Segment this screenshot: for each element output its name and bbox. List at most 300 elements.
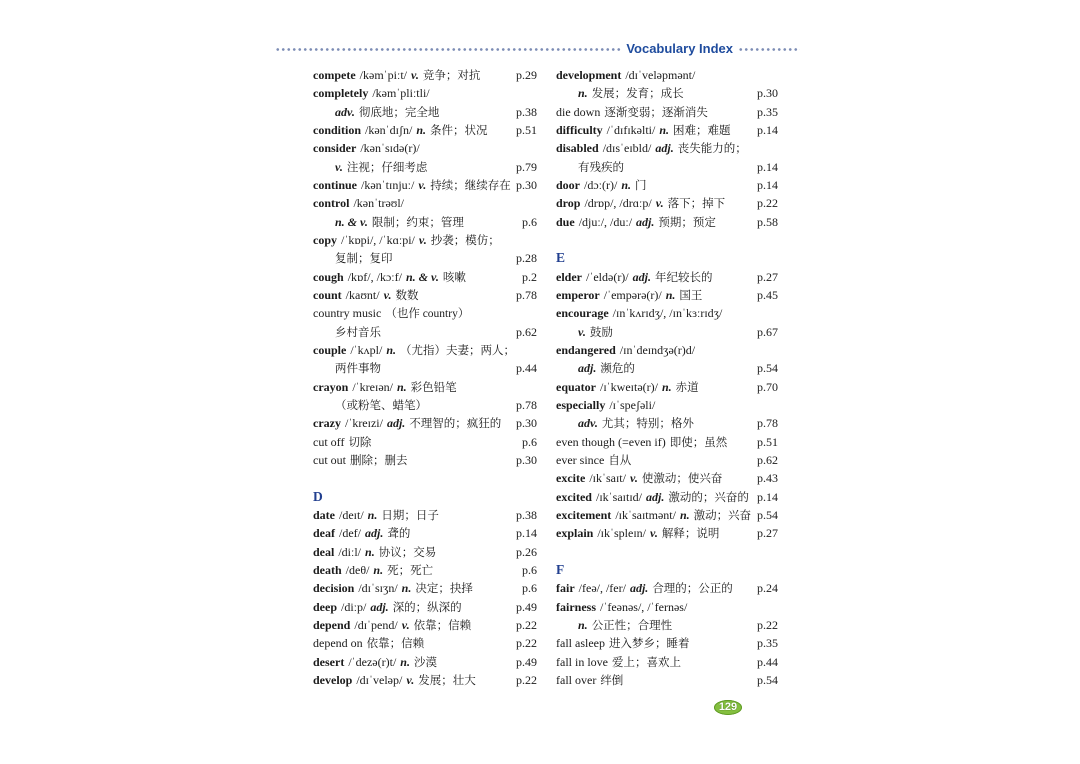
definition: 数数 xyxy=(395,289,419,302)
definition: 发展；壮大 xyxy=(418,674,476,687)
page-reference: p.62 xyxy=(516,324,537,339)
entry-continuation xyxy=(556,414,778,432)
part-of-speech: n. xyxy=(401,581,412,596)
phonetic: /diːl/ xyxy=(338,544,362,559)
definition: 丧失能力的； xyxy=(677,143,747,156)
entry-text xyxy=(313,158,512,177)
entry-continuation xyxy=(556,323,778,341)
entry-text xyxy=(313,543,512,562)
entry-text xyxy=(313,433,518,452)
entry-text xyxy=(313,194,537,212)
page-reference: p.6 xyxy=(522,214,537,229)
headword: fairness xyxy=(556,599,596,614)
entry-text xyxy=(313,84,537,102)
phonetic: /djuː/, /duː/ xyxy=(578,214,633,229)
word-entry xyxy=(313,139,537,157)
phonetic: /ˈfeənəs/, /ˈfernəs/ xyxy=(600,599,688,614)
page-reference: p.54 xyxy=(757,507,778,522)
phonetic: /dɪˈsɪʒn/ xyxy=(358,581,398,596)
entry-text xyxy=(556,286,753,305)
entry-text xyxy=(556,616,753,635)
page-reference: p.22 xyxy=(516,672,537,687)
page-header xyxy=(275,42,800,56)
definition: 尤其；特别；格外 xyxy=(601,418,694,431)
headword: death xyxy=(313,562,342,577)
definition: 注视；仔细考虑 xyxy=(346,161,428,174)
word-entry xyxy=(313,231,537,249)
definition: 困难；难题 xyxy=(673,124,731,137)
headword: emperor xyxy=(556,287,600,302)
phrase-entry xyxy=(556,103,778,121)
page-reference: p.6 xyxy=(522,434,537,449)
phrase: fall over xyxy=(556,672,597,687)
definition: 濒危的 xyxy=(600,363,635,376)
definition: 彻底地；完全地 xyxy=(358,106,440,119)
part-of-speech: v. xyxy=(418,177,427,192)
entry-text xyxy=(556,488,753,507)
part-of-speech: v. xyxy=(578,324,586,339)
page-reference: p.30 xyxy=(516,452,537,467)
word-entry xyxy=(556,598,778,616)
definition: 激动的；兴奋的 xyxy=(668,491,749,504)
entry-text xyxy=(556,194,753,213)
phrase-entry xyxy=(556,433,778,451)
headword: excitement xyxy=(556,507,612,522)
phonetic: /kəmˈpliːtli/ xyxy=(372,86,430,101)
entry-continuation xyxy=(556,158,778,176)
phonetic: /ˈdezə(r)t/ xyxy=(348,654,397,669)
page-reference: p.14 xyxy=(757,159,778,174)
word-entry xyxy=(313,176,537,194)
definition: 不理智的；疯狂的 xyxy=(409,418,502,431)
word-entry xyxy=(313,653,537,671)
entry-text xyxy=(313,579,518,598)
page-reference: p.51 xyxy=(757,434,778,449)
phrase-entry xyxy=(556,671,778,689)
word-entry xyxy=(556,396,778,414)
phonetic: /diːp/ xyxy=(341,599,367,614)
definition: 决定；抉择 xyxy=(415,583,473,596)
phrase: ever since xyxy=(556,452,605,467)
part-of-speech: n. xyxy=(416,122,427,137)
page-reference: p.79 xyxy=(516,159,537,174)
page-reference: p.49 xyxy=(516,654,537,669)
part-of-speech: v. xyxy=(418,232,427,247)
entry-text xyxy=(556,139,778,158)
page-reference: p.22 xyxy=(516,617,537,632)
page-number-badge: 129 xyxy=(714,700,742,715)
phonetic: /ˈeldə(r)/ xyxy=(586,269,629,284)
entry-text xyxy=(313,176,512,195)
page-reference: p.27 xyxy=(757,269,778,284)
definition: 深的；纵深的 xyxy=(392,601,462,614)
definition: 进入梦乡；睡着 xyxy=(608,638,690,651)
headword: depend xyxy=(313,617,351,632)
entry-text xyxy=(313,598,512,617)
entry-text xyxy=(313,121,512,140)
entry-text xyxy=(556,158,753,177)
page-reference: p.58 xyxy=(757,214,778,229)
part-of-speech: adv. xyxy=(578,416,598,431)
headword: encourage xyxy=(556,306,609,321)
headword: disabled xyxy=(556,141,599,156)
headword: endangered xyxy=(556,342,616,357)
phonetic: /ˈkreɪən/ xyxy=(352,379,393,394)
phonetic: /dɪsˈeɪbld/ xyxy=(602,141,652,156)
page-reference: p.44 xyxy=(516,361,537,376)
page-reference: p.22 xyxy=(757,196,778,211)
entry-text xyxy=(556,121,753,140)
page-reference: p.30 xyxy=(516,416,537,431)
entry-text xyxy=(556,268,753,287)
section-letter: D xyxy=(313,488,323,504)
word-entry xyxy=(313,194,537,212)
word-entry xyxy=(556,194,778,212)
entry-text xyxy=(556,451,753,470)
definition: 解释；说明 xyxy=(661,528,720,541)
headword: due xyxy=(556,214,575,229)
headword: deaf xyxy=(313,526,335,541)
phonetic: /dɪˈveləp/ xyxy=(356,672,403,687)
page-reference: p.30 xyxy=(516,177,537,192)
definition: 抄袭；模仿； xyxy=(430,234,500,247)
entry-continuation xyxy=(556,616,778,634)
page-reference: p.27 xyxy=(757,526,778,541)
page-reference: p.38 xyxy=(516,507,537,522)
headword: excite xyxy=(556,471,586,486)
word-entry xyxy=(556,66,778,84)
page-reference: p.6 xyxy=(522,562,537,577)
phonetic: /kɒf/, /kɔːf/ xyxy=(347,269,402,284)
page-reference: p.28 xyxy=(516,251,537,266)
word-entry xyxy=(556,488,778,506)
word-entry xyxy=(556,378,778,396)
page-reference: p.54 xyxy=(757,672,778,687)
entry-text xyxy=(313,323,512,342)
headword: decision xyxy=(313,581,355,596)
headword: development xyxy=(556,68,622,82)
phonetic: /kaʊnt/ xyxy=(345,287,380,302)
entry-text xyxy=(556,213,753,232)
entry-text xyxy=(313,378,537,397)
part-of-speech: v. xyxy=(401,617,410,632)
word-entry xyxy=(556,524,778,542)
headword: control xyxy=(313,196,350,211)
phonetic: /ˈkʌpl/ xyxy=(350,342,383,357)
definition: （尤指）夫妻；两人； xyxy=(400,344,516,357)
entry-text xyxy=(556,84,753,103)
section-title: Vocabulary Index xyxy=(626,41,733,56)
entry-text xyxy=(556,378,753,397)
part-of-speech: adj. xyxy=(365,526,384,541)
page-reference: p.14 xyxy=(757,177,778,192)
phrase-entry xyxy=(313,433,537,451)
entry-text xyxy=(556,414,753,433)
word-entry xyxy=(556,213,778,231)
part-of-speech: n. xyxy=(367,507,378,522)
entry-text xyxy=(556,634,753,653)
definition: 有残疾的 xyxy=(578,161,624,174)
page-reference: p.2 xyxy=(522,269,537,284)
phrase: fall asleep xyxy=(556,636,605,651)
word-entry xyxy=(313,598,537,616)
phonetic: /ɪˈkweɪtə(r)/ xyxy=(600,379,658,394)
phonetic: /kəmˈpiːt/ xyxy=(359,68,407,82)
phrase: depend on xyxy=(313,636,363,651)
section-gap xyxy=(313,469,537,487)
definition: 依靠；信赖 xyxy=(413,619,472,632)
page-reference: p.6 xyxy=(522,581,537,596)
entry-text xyxy=(556,671,753,690)
word-entry xyxy=(556,506,778,524)
definition: 门 xyxy=(635,179,647,192)
word-entry xyxy=(556,121,778,139)
entry-text xyxy=(313,524,512,543)
page-reference: p.35 xyxy=(757,104,778,119)
word-entry xyxy=(313,671,537,689)
definition: 鼓励 xyxy=(589,326,613,339)
headword: elder xyxy=(556,269,582,284)
word-entry xyxy=(313,84,537,102)
headword: difficulty xyxy=(556,122,603,137)
entry-text xyxy=(313,286,512,305)
part-of-speech: n. & v. xyxy=(335,214,368,229)
phonetic: /kənˈdɪʃn/ xyxy=(365,122,413,137)
headword: deep xyxy=(313,599,337,614)
phrase-entry xyxy=(556,634,778,652)
definition: 彩色铅笔 xyxy=(410,381,457,394)
definition: 乡村音乐 xyxy=(335,326,381,339)
definition: 合理的；公正的 xyxy=(652,583,733,596)
definition: 预期；预定 xyxy=(658,216,716,229)
word-entry xyxy=(556,469,778,487)
phonetic: /ˈkreɪzi/ xyxy=(344,416,383,431)
entry-text xyxy=(313,653,512,672)
entry-text xyxy=(313,451,512,470)
headword: completely xyxy=(313,86,369,101)
definition: 协议；交易 xyxy=(378,546,437,559)
phonetic: /ɪkˈspleɪn/ xyxy=(597,526,647,541)
headword: desert xyxy=(313,654,345,669)
part-of-speech: v. xyxy=(410,68,419,82)
phrase-entry xyxy=(313,304,537,322)
definition: 切除 xyxy=(348,436,372,449)
phonetic: /drɒp/, /drɑːp/ xyxy=(584,196,652,211)
headword: especially xyxy=(556,397,606,412)
word-entry xyxy=(556,579,778,597)
header-dots-left xyxy=(275,47,621,52)
entry-text xyxy=(556,359,753,378)
entry-text xyxy=(556,323,753,342)
page-reference: p.78 xyxy=(516,397,537,412)
phonetic: /ˈempərə(r)/ xyxy=(603,287,662,302)
entry-continuation xyxy=(313,213,537,231)
headword: door xyxy=(556,177,580,192)
word-entry xyxy=(556,268,778,286)
page-reference: p.22 xyxy=(757,617,778,632)
definition: 沙漠 xyxy=(413,656,437,669)
entry-text xyxy=(556,66,778,84)
headword: consider xyxy=(313,141,357,156)
part-of-speech: n. xyxy=(578,617,588,632)
phonetic: /ɪkˈsaɪt/ xyxy=(589,471,626,486)
entry-text xyxy=(313,231,537,250)
headword: deal xyxy=(313,544,335,559)
entry-text xyxy=(313,66,512,85)
page-reference: p.22 xyxy=(516,636,537,651)
word-entry xyxy=(313,561,537,579)
page-reference: p.38 xyxy=(516,104,537,119)
part-of-speech: n. xyxy=(621,177,632,192)
entry-text xyxy=(556,579,753,598)
headword: condition xyxy=(313,122,362,137)
part-of-speech: adj. xyxy=(370,599,389,614)
page-reference: p.14 xyxy=(516,526,537,541)
definition: 竞争；对抗 xyxy=(422,70,481,82)
word-entry xyxy=(556,341,778,359)
page-reference: p.29 xyxy=(516,68,537,82)
definition: 即使；虽然 xyxy=(669,436,728,449)
word-entry xyxy=(313,268,537,286)
page-reference: p.14 xyxy=(757,122,778,137)
part-of-speech: n. xyxy=(396,379,407,394)
part-of-speech: n. xyxy=(373,562,384,577)
definition: 落下；掉下 xyxy=(667,198,726,211)
phrase: die down xyxy=(556,104,601,119)
headword: develop xyxy=(313,672,353,687)
phonetic: /def/ xyxy=(339,526,361,541)
part-of-speech: v. xyxy=(335,159,343,174)
entry-text xyxy=(313,634,512,653)
part-of-speech: adj. xyxy=(645,489,665,504)
definition: （也作 country） xyxy=(385,308,470,321)
entry-continuation xyxy=(313,249,537,267)
word-entry xyxy=(313,378,537,396)
definition: 持续；继续存在 xyxy=(430,179,511,192)
word-entry xyxy=(556,304,778,322)
entry-text xyxy=(556,524,753,543)
part-of-speech: v. xyxy=(629,471,638,486)
headword: compete xyxy=(313,68,356,82)
definition: 使激动；使兴奋 xyxy=(641,473,723,486)
entry-continuation xyxy=(313,158,537,176)
word-entry xyxy=(313,543,537,561)
phrase: even though (=even if) xyxy=(556,434,666,449)
phonetic: /ˈdɪfɪkəlti/ xyxy=(606,122,656,137)
page-reference: p.78 xyxy=(757,416,778,431)
phrase: cut off xyxy=(313,434,345,449)
definition: 逐渐变弱；逐渐消失 xyxy=(604,106,708,119)
definition: 咳嗽 xyxy=(442,271,466,284)
part-of-speech: n. xyxy=(659,122,670,137)
definition: 条件；状况 xyxy=(430,124,488,137)
entry-text xyxy=(556,469,753,488)
headword: continue xyxy=(313,177,358,192)
part-of-speech: adj. xyxy=(655,141,674,156)
entry-text xyxy=(313,249,512,268)
part-of-speech: v. xyxy=(650,526,658,541)
page-reference: p.43 xyxy=(757,471,778,486)
word-entry xyxy=(313,579,537,597)
headword: excited xyxy=(556,489,592,504)
part-of-speech: adv. xyxy=(335,104,355,119)
phonetic: /feə/, /fer/ xyxy=(578,581,626,596)
entry-text xyxy=(313,139,537,157)
headword: copy xyxy=(313,232,337,247)
part-of-speech: v. xyxy=(383,287,392,302)
entry-continuation xyxy=(313,396,537,414)
page-reference: p.49 xyxy=(516,599,537,614)
word-entry xyxy=(313,66,537,84)
page-reference: p.67 xyxy=(757,324,778,339)
definition: 年纪较长的 xyxy=(654,271,713,284)
definition: （或粉笔、蜡笔） xyxy=(335,399,427,412)
entry-text xyxy=(313,561,518,580)
phonetic: /dɪˈveləpmənt/ xyxy=(625,68,696,82)
definition: 依靠；信赖 xyxy=(366,638,425,651)
phrase-entry xyxy=(556,653,778,671)
entry-text xyxy=(556,103,753,122)
entry-text xyxy=(313,671,512,690)
entry-text xyxy=(313,414,512,433)
index-column-right xyxy=(556,66,778,689)
page-reference: p.14 xyxy=(757,489,778,504)
word-entry xyxy=(313,414,537,432)
entry-text xyxy=(313,213,518,232)
word-entry xyxy=(313,616,537,634)
part-of-speech: n. xyxy=(400,654,410,669)
part-of-speech: v. xyxy=(406,672,415,687)
phonetic: /ɪkˈsaɪtmənt/ xyxy=(615,507,676,522)
section-letter: E xyxy=(556,250,566,266)
part-of-speech: n. xyxy=(665,287,676,302)
entry-text xyxy=(556,653,753,672)
phonetic: /kənˈtɪnjuː/ xyxy=(361,177,415,192)
part-of-speech: n. xyxy=(386,342,397,357)
headword: count xyxy=(313,287,342,302)
entry-text xyxy=(313,304,537,323)
headword: date xyxy=(313,507,335,522)
entry-text xyxy=(556,598,778,616)
entry-text xyxy=(556,433,753,452)
entry-text xyxy=(556,506,753,525)
page-reference: p.70 xyxy=(757,379,778,394)
entry-text xyxy=(556,396,778,414)
entry-text xyxy=(313,506,512,525)
page-reference: p.24 xyxy=(757,581,778,596)
phrase-entry xyxy=(556,451,778,469)
phonetic: /dɔː(r)/ xyxy=(584,177,618,192)
header-dots-right xyxy=(738,47,800,52)
word-entry xyxy=(313,121,537,139)
word-entry xyxy=(556,139,778,157)
phrase: fall in love xyxy=(556,654,608,669)
entry-text xyxy=(313,268,518,287)
word-entry xyxy=(556,286,778,304)
headword: drop xyxy=(556,196,581,211)
definition: 死；死亡 xyxy=(387,564,434,577)
part-of-speech: n. xyxy=(578,86,588,101)
headword: fair xyxy=(556,581,575,596)
page-reference: p.62 xyxy=(757,452,778,467)
entry-text xyxy=(313,359,512,378)
part-of-speech: adj. xyxy=(386,416,406,431)
definition: 爱上；喜欢上 xyxy=(611,656,681,669)
phonetic: /kənˈsɪdə(r)/ xyxy=(360,141,420,156)
definition: 日期；日子 xyxy=(381,509,439,522)
phonetic: /deɪt/ xyxy=(339,507,364,522)
phonetic: /ˈkɒpi/, /ˈkɑːpi/ xyxy=(341,232,415,247)
